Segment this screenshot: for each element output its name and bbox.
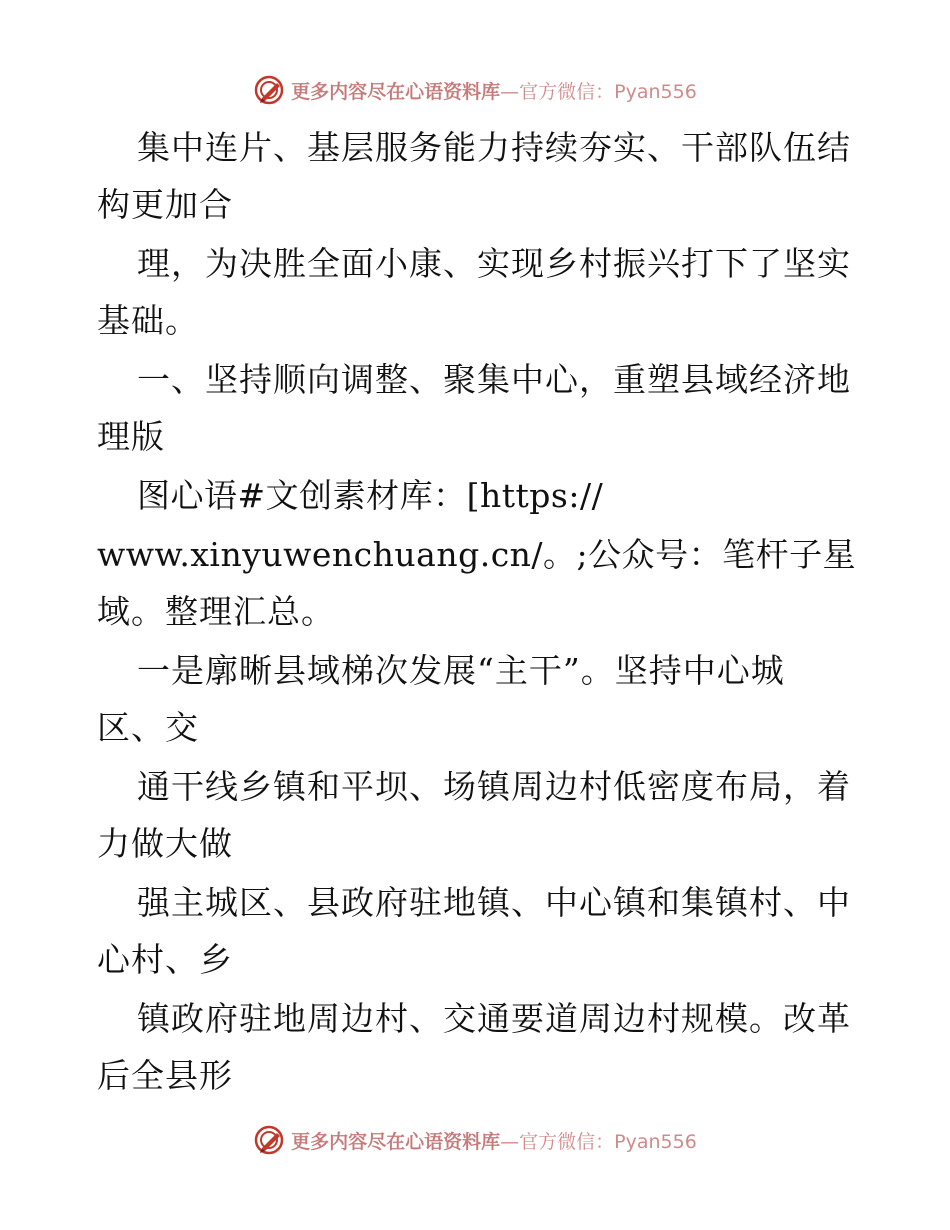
footer-watermark-contact: —官方微信：Pyan556	[500, 1130, 697, 1153]
header-watermark-contact: —官方微信：Pyan556	[500, 80, 697, 103]
body-line: 域。整理汇总。	[97, 592, 335, 631]
body-line: 一是廓晰县域梯次发展“主干”。坚持中心城	[137, 651, 785, 690]
body-line: 力做大做	[97, 824, 233, 863]
body-line: 基础。	[97, 301, 199, 340]
body-line: 强主城区、县政府驻地镇、中心镇和集镇村、中	[137, 883, 851, 922]
header-watermark-banner	[0, 70, 950, 110]
body-line: 图心语#文创素材库：[https://	[137, 476, 604, 515]
body-line: 通干线乡镇和平坝、场镇周边村低密度布局，着	[137, 767, 851, 806]
header-watermark-bold: 更多内容尽在心语资料库	[291, 80, 501, 103]
footer-watermark-bold: 更多内容尽在心语资料库	[291, 1130, 501, 1153]
footer-watermark-banner	[0, 1120, 950, 1160]
body-line: 理版	[97, 417, 165, 456]
body-line: www.xinyuwenchuang.cn/。;公众号：笔杆子星	[97, 535, 857, 574]
body-line: 理，为决胜全面小康、实现乡村振兴打下了坚实	[137, 244, 851, 283]
footer-watermark-text	[291, 1127, 697, 1154]
body-line: 镇政府驻地周边村、交通要道周边村规模。改革	[137, 999, 851, 1038]
body-line: 后全县形	[97, 1056, 233, 1095]
body-line: 心村、乡	[97, 940, 233, 979]
header-watermark-text	[291, 77, 697, 104]
body-line: 区、交	[97, 708, 199, 747]
body-line: 构更加合	[97, 185, 233, 224]
body-line: 集中连片、基层服务能力持续夯实、干部队伍结	[137, 128, 851, 167]
pen-logo-icon	[253, 1124, 285, 1156]
body-line: 一、坚持顺向调整、聚集中心，重塑县域经济地	[137, 360, 851, 399]
pen-logo-icon	[253, 74, 285, 106]
